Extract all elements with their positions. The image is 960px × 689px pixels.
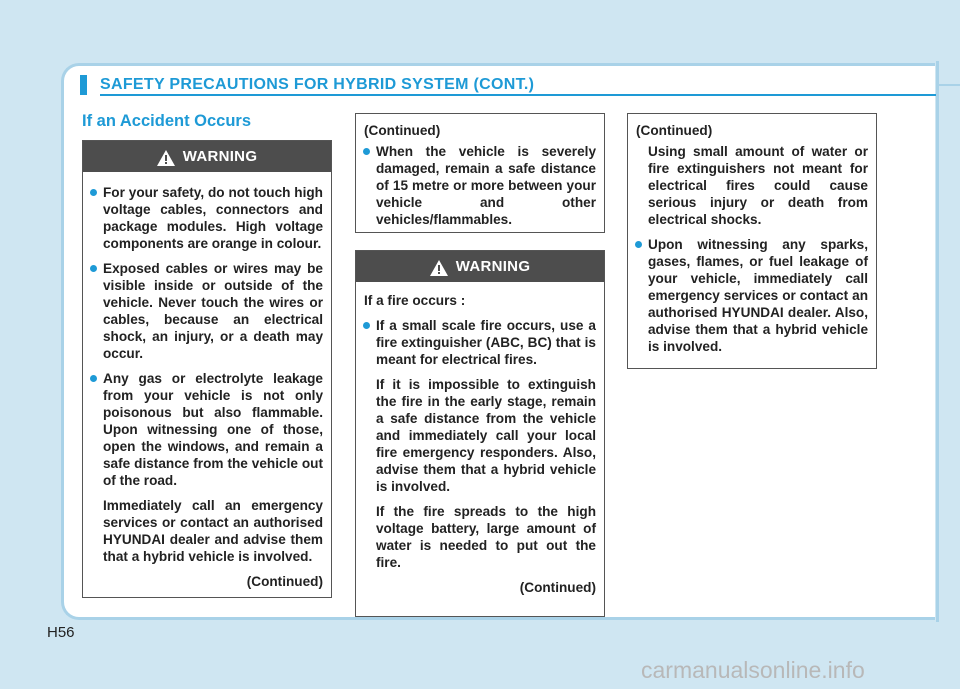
warning-header	[83, 141, 331, 172]
continued-label: (Continued)	[519, 580, 596, 595]
bullet-icon	[90, 189, 97, 196]
continued-heading: (Continued)	[636, 123, 713, 138]
frame-edge	[936, 61, 939, 622]
page-title: SAFETY PRECAUTIONS FOR HYBRID SYSTEM (CONT.)	[100, 76, 535, 93]
continued-label: (Continued)	[246, 574, 323, 589]
intro-text: If a fire occurs :	[364, 293, 466, 308]
warning-header	[356, 251, 604, 282]
bullet-icon	[363, 148, 370, 155]
continued-box	[355, 113, 605, 233]
bullet-icon	[90, 265, 97, 272]
continued-heading: (Continued)	[364, 123, 441, 138]
bullet-icon	[635, 241, 642, 248]
header-accent-bar	[80, 75, 87, 95]
warning-box-fire	[355, 250, 605, 617]
paragraph: Using small amount of water or fire extinguishers not meant for electrical fires could cause serious injury or death from electrical shocks.	[648, 144, 868, 227]
paragraph: If the fire spreads to the high voltage battery, large amount of water is needed to put out the fire.	[376, 504, 596, 570]
paragraph: If it is impossible to extinguish the fire in the early stage, remain a safe distance from the vehicle and immediately call your local fire emergency responders. Also, advise them that a hybrid vehicle is involved.	[376, 377, 596, 494]
list-item: Upon witnessing any sparks, gases, flames, or fuel leakage of your vehicle, immediately call emergency services or contact an authorised HYUNDAI dealer. Also, advise them that a hybrid vehicle is involved.	[636, 236, 868, 355]
continued-box	[627, 113, 877, 369]
page-number: H56	[47, 624, 75, 641]
bullet-icon	[90, 375, 97, 382]
warning-box-accident	[82, 140, 332, 598]
bullet-icon	[363, 322, 370, 329]
warning-triangle-icon	[430, 260, 448, 276]
watermark: carmanualsonline.info	[641, 657, 865, 683]
warning-label: WARNING	[182, 148, 258, 165]
list-item: If a small scale fire occurs, use a fire extinguisher (ABC, BC) that is meant for electrical fires.	[364, 317, 596, 368]
frame-tick	[939, 84, 960, 86]
warning-label: WARNING	[455, 258, 531, 275]
list-item: When the vehicle is severely damaged, remain a safe distance of 15 metre or more between your vehicle and other vehicles/flammables.	[364, 143, 596, 228]
paragraph: Immediately call an emergency services or contact an authorised HYUNDAI dealer and advise them that a hybrid vehicle is involved.	[103, 498, 323, 564]
header-rule	[100, 94, 936, 96]
list-item: Exposed cables or wires may be visible inside or outside of the vehicle. Never touch the wires or cables, because an electrical shock, an injury, or a death may occur.	[91, 260, 323, 362]
section-heading: If an Accident Occurs	[82, 112, 252, 130]
list-item: For your safety, do not touch high voltage cables, connectors and package modules. High voltage components are orange in colour.	[91, 184, 323, 252]
warning-triangle-icon	[157, 150, 175, 166]
list-item: Any gas or electrolyte leakage from your vehicle is not only poisonous but also flammable. Upon witnessing one of those, open the windows, and remain a safe distance from the vehicle out of the road.	[91, 370, 323, 489]
